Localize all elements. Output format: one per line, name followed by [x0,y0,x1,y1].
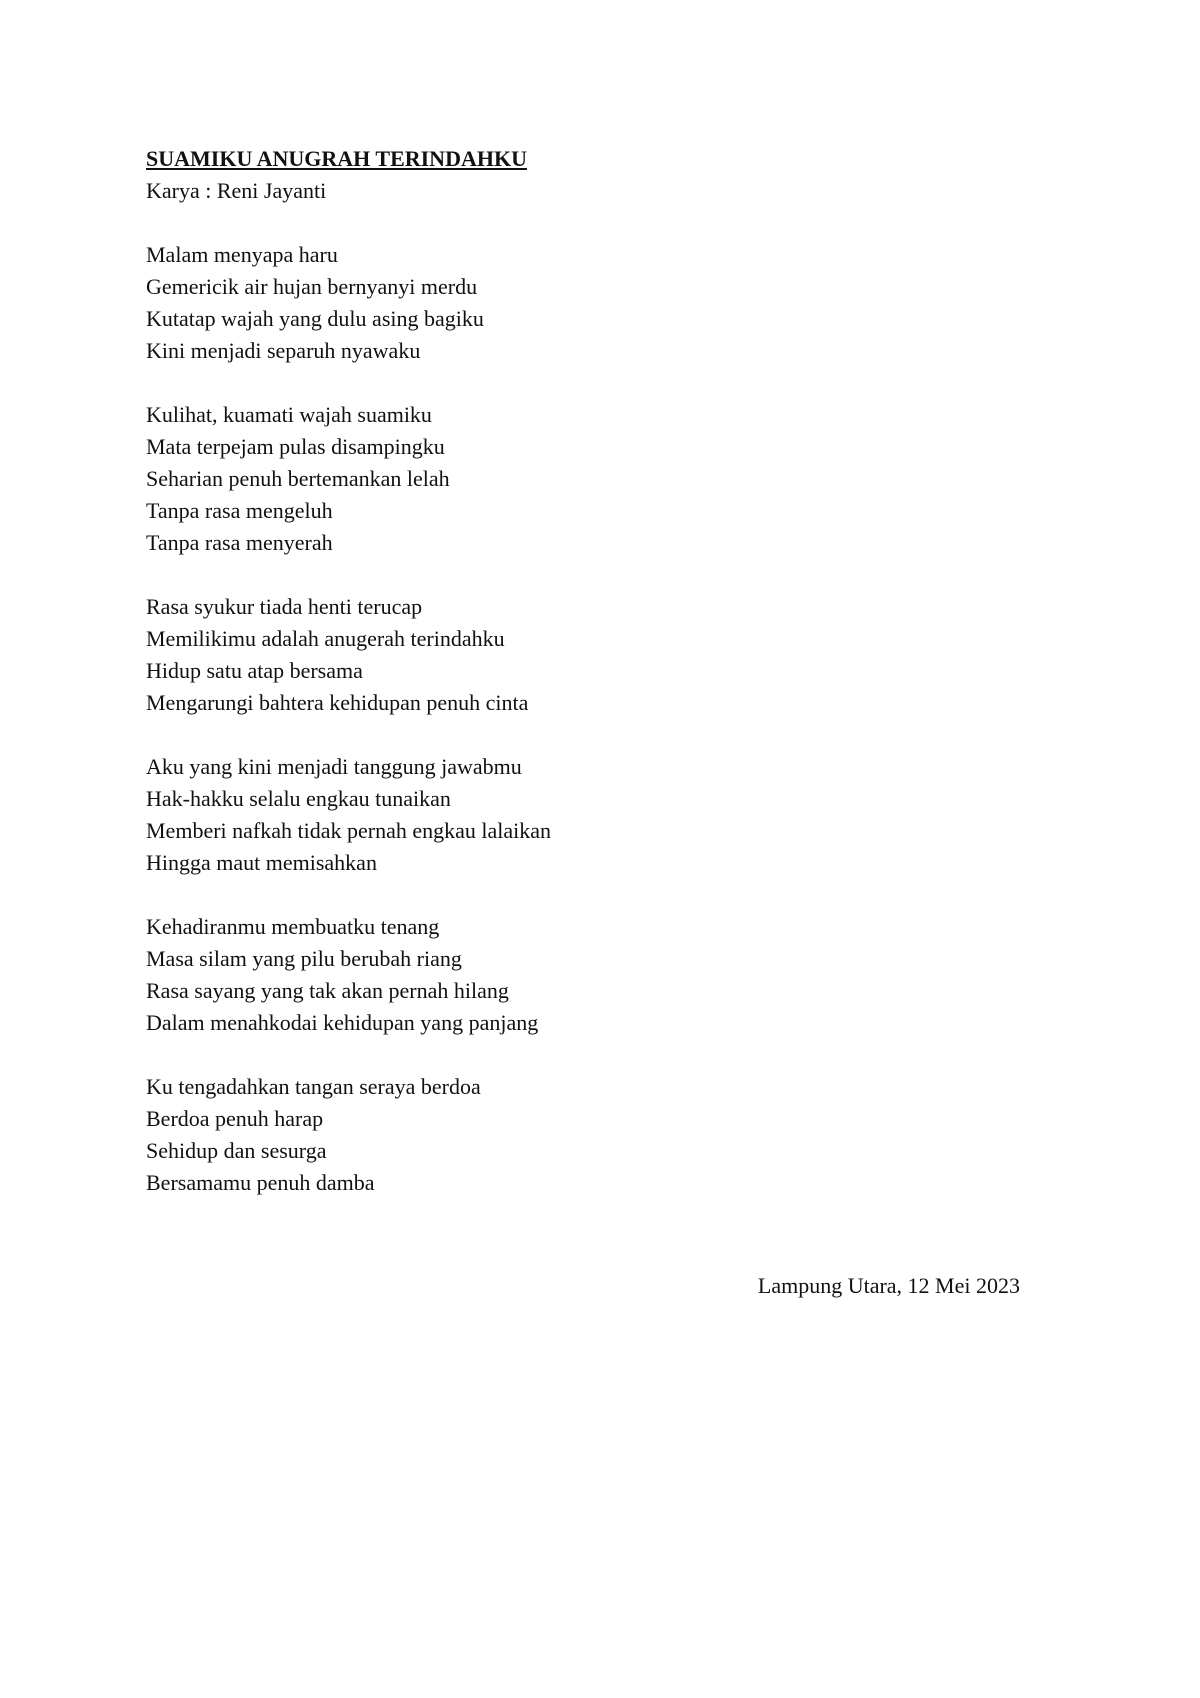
poem-line: Ku tengadahkan tangan seraya berdoa [146,1074,481,1099]
stanza-1 [146,239,1046,367]
poem-line: Kutatap wajah yang dulu asing bagiku [146,306,484,331]
poem-line: Aku yang kini menjadi tanggung jawabmu [146,754,522,779]
poem-line: Kini menjadi separuh nyawaku [146,338,421,363]
poem-line: Sehidup dan sesurga [146,1138,327,1163]
stanza-5 [146,911,1046,1039]
author-line: Karya : Reni Jayanti [146,178,327,203]
poem-line: Malam menyapa haru [146,242,338,267]
poem-line: Mengarungi bahtera kehidupan penuh cinta [146,690,529,715]
poem-line: Tanpa rasa menyerah [146,530,333,555]
poem-line: Mata terpejam pulas disampingku [146,434,445,459]
poem-title: SUAMIKU ANUGRAH TERINDAHKU [146,146,527,171]
stanza-2 [146,399,1046,559]
poem-line: Hingga maut memisahkan [146,850,377,875]
place-date-signoff: Lampung Utara, 12 Mei 2023 [757,1273,1020,1298]
poem-line: Memberi nafkah tidak pernah engkau lalaikan [146,818,552,843]
poem-line: Tanpa rasa mengeluh [146,498,333,523]
poem-line: Bersamamu penuh damba [146,1170,375,1195]
poem-line: Hak-hakku selalu engkau tunaikan [146,786,451,811]
poem-line: Gemericik air hujan bernyanyi merdu [146,274,478,299]
poem-line: Berdoa penuh harap [146,1106,324,1131]
stanza-4 [146,751,1046,879]
poem-line: Kehadiranmu membuatku tenang [146,914,440,939]
poem-line: Rasa syukur tiada henti terucap [146,594,423,619]
poem-line: Dalam menahkodai kehidupan yang panjang [146,1010,539,1035]
stanza-3 [146,591,1046,719]
stanza-6 [146,1071,1046,1199]
poem-line: Rasa sayang yang tak akan pernah hilang [146,978,509,1003]
poem-line: Memilikimu adalah anugerah terindahku [146,626,505,651]
poem-body [146,143,1046,1231]
poem-line: Hidup satu atap bersama [146,658,363,683]
poem-line: Kulihat, kuamati wajah suamiku [146,402,432,427]
poem-line: Seharian penuh bertemankan lelah [146,466,450,491]
poem-line: Masa silam yang pilu berubah riang [146,946,462,971]
